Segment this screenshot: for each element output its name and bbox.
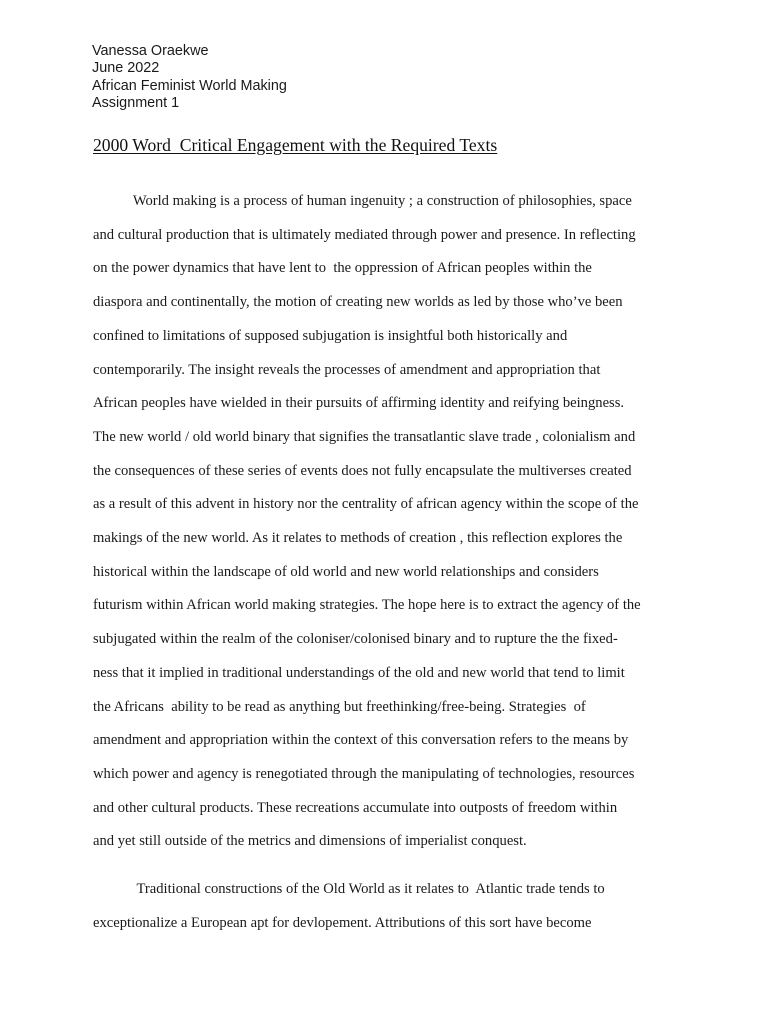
text-line: World making is a process of human ingenuity ; a construction of philosophies, space <box>93 193 632 209</box>
text-line: and other cultural products. These recreations accumulate into outposts of freedom within <box>93 799 618 816</box>
document-date: June 2022 <box>92 60 160 77</box>
text-line: exceptionalize a European apt for devlopement. Attributions of this sort have become <box>93 915 592 931</box>
text-line: The new world / old world binary that signifies the transatlantic slave trade , colonialism and <box>93 428 636 445</box>
assignment-label: Assignment 1 <box>92 94 180 111</box>
text-line: makings of the new world. As it relates to methods of creation , this reflection explores the <box>93 530 623 546</box>
text-line: amendment and appropriation within the context of this conversation refers to the means by <box>93 732 629 749</box>
document-title: 2000 Word Critical Engagement with the Required Texts <box>93 135 498 155</box>
text-line: contemporarily. The insight reveals the processes of amendment and appropriation that <box>93 361 601 378</box>
text-line: diaspora and continentally, the motion of creating new worlds as led by those who’ve been <box>93 294 623 311</box>
text-line: the Africans ability to be read as anything but freethinking/free-being. Strategies of <box>93 698 586 715</box>
text-line: which power and agency is renegotiated through the manipulating of technologies, resources <box>93 765 635 782</box>
text-line: futurism within African world making strategies. The hope here is to extract the agency of the <box>93 597 641 614</box>
text-line: ness that it implied in traditional understandings of the old and new world that tend to limit <box>93 664 625 681</box>
text-line: African peoples have wielded in their pursuits of affirming identity and reifying beingness. <box>93 395 625 412</box>
text-line: as a result of this advent in history nor the centrality of african agency within the scope of the <box>93 496 639 513</box>
text-line: on the power dynamics that have lent to the oppression of African peoples within the <box>93 260 592 277</box>
text-line: historical within the landscape of old world and new world relationships and considers <box>93 563 599 580</box>
text-line: subjugated within the realm of the coloniser/colonised binary and to rupture the the fixed- <box>93 631 618 648</box>
document-header <box>92 43 287 112</box>
author-name: Vanessa Oraekwe <box>92 43 209 59</box>
text-line: and cultural production that is ultimately mediated through power and presence. In reflecting <box>93 226 636 243</box>
text-line: the consequences of these series of events does not fully encapsulate the multiverses created <box>93 462 632 479</box>
text-line: confined to limitations of supposed subjugation is insightful both historically and <box>93 327 568 344</box>
course-name: African Feminist World Making <box>92 77 287 94</box>
text-line: Traditional constructions of the Old World as it relates to Atlantic trade tends to <box>93 881 605 897</box>
text-line: and yet still outside of the metrics and dimensions of imperialist conquest. <box>93 833 527 850</box>
